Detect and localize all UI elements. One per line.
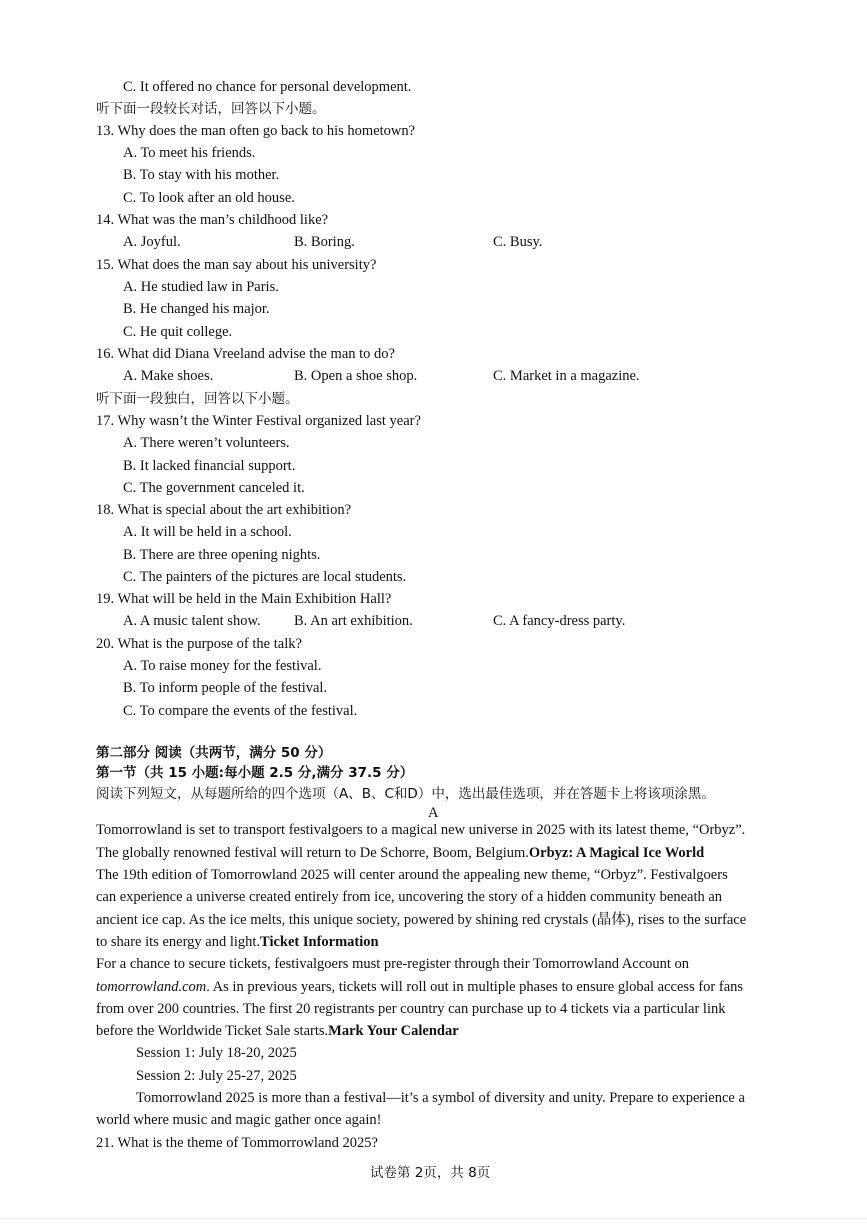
passage-letter: A bbox=[428, 805, 439, 821]
passage-line bbox=[96, 932, 379, 952]
q14-option-a: A. Joyful. bbox=[123, 234, 181, 250]
bottom-divider bbox=[0, 1218, 867, 1219]
q17-stem: 17. Why wasn’t the Winter Festival organized last year? bbox=[96, 413, 421, 429]
q18-stem: 18. What is special about the art exhibition? bbox=[96, 502, 352, 518]
q19-option-b: B. An art exhibition. bbox=[294, 613, 413, 629]
passage-line: from over 200 countries. The first 20 registrants per country can purchase up to 4 tickets via a particular link bbox=[96, 1001, 726, 1017]
section-one-title: 第一节（共 15 小题:每小题 2.5 分,满分 37.5 分） bbox=[96, 765, 414, 781]
q16-stem: 16. What did Diana Vreeland advise the man to do? bbox=[96, 346, 395, 362]
session-two: Session 2: July 25-27, 2025 bbox=[136, 1068, 297, 1084]
passage-line: ancient ice cap. As the ice melts, this unique society, powered by shining red crystals (晶体), rises to the surface bbox=[96, 912, 747, 928]
q13-option-c: C. To look after an old house. bbox=[123, 190, 295, 206]
heading-ticket-info: Ticket Information bbox=[260, 934, 379, 950]
tomorrowland-link[interactable]: tomorrowland.com bbox=[96, 979, 207, 995]
q21-stem: 21. What is the theme of Tommorrowland 2025? bbox=[96, 1135, 378, 1151]
q17-option-c: C. The government canceled it. bbox=[123, 480, 305, 496]
q13-option-b: B. To stay with his mother. bbox=[123, 167, 280, 183]
q20-option-a: A. To raise money for the festival. bbox=[123, 658, 322, 674]
q16-option-c: C. Market in a magazine. bbox=[493, 368, 640, 384]
heading-calendar: Mark Your Calendar bbox=[328, 1023, 459, 1039]
q17-option-a: A. There weren’t volunteers. bbox=[123, 435, 290, 451]
passage-line: can experience a universe created entirely from ice, uncovering the story of a hidden community beneath an bbox=[96, 889, 723, 905]
passage-line bbox=[96, 1021, 459, 1041]
q12-option-c: C. It offered no chance for personal development. bbox=[123, 79, 412, 95]
q13-stem: 13. Why does the man often go back to his hometown? bbox=[96, 123, 416, 139]
passage-line: For a chance to secure tickets, festivalgoers must pre-register through their Tomorrowland Account on bbox=[96, 956, 690, 972]
page-footer: 试卷第 2页，共 8页 bbox=[370, 1165, 491, 1181]
passage-line: Tomorrowland is set to transport festivalgoers to a magical new universe in 2025 with its latest theme, “Orbyz”. bbox=[96, 822, 746, 838]
passage-line: world where music and magic gather once again! bbox=[96, 1112, 382, 1128]
q18-option-c: C. The painters of the pictures are local students. bbox=[123, 569, 407, 585]
q14-option-b: B. Boring. bbox=[294, 234, 355, 250]
q19-stem: 19. What will be held in the Main Exhibition Hall? bbox=[96, 591, 392, 607]
q20-option-c: C. To compare the events of the festival. bbox=[123, 703, 358, 719]
session-one: Session 1: July 18-20, 2025 bbox=[136, 1045, 297, 1061]
q15-option-a: A. He studied law in Paris. bbox=[123, 279, 279, 295]
reading-instructions: 阅读下列短文，从每题所给的四个选项（A、B、C和D）中，选出最佳选项，并在答题卡上将该项涂黑。 bbox=[96, 786, 715, 802]
passage-text: The globally renowned festival will return to De Schorre, Boom, Belgium. bbox=[96, 845, 529, 861]
passage-text: before the Worldwide Ticket Sale starts. bbox=[96, 1023, 329, 1039]
q14-option-c: C. Busy. bbox=[493, 234, 543, 250]
passage-line bbox=[96, 977, 743, 997]
q18-option-b: B. There are three opening nights. bbox=[123, 547, 321, 563]
q19-option-c: C. A fancy-dress party. bbox=[493, 613, 626, 629]
q18-option-a: A. It will be held in a school. bbox=[123, 524, 292, 540]
q15-stem: 15. What does the man say about his university? bbox=[96, 257, 377, 273]
q13-option-a: A. To meet his friends. bbox=[123, 145, 256, 161]
instruction-monologue: 听下面一段独白，回答以下小题。 bbox=[96, 391, 299, 407]
part-two-title: 第二部分 阅读（共两节，满分 50 分） bbox=[96, 745, 332, 761]
q17-option-b: B. It lacked financial support. bbox=[123, 458, 296, 474]
q15-option-b: B. He changed his major. bbox=[123, 301, 270, 317]
instruction-long-dialogue: 听下面一段较长对话，回答以下小题。 bbox=[96, 101, 326, 117]
q16-option-a: A. Make shoes. bbox=[123, 368, 214, 384]
q19-option-a: A. A music talent show. bbox=[123, 613, 261, 629]
q20-stem: 20. What is the purpose of the talk? bbox=[96, 636, 302, 652]
passage-text: to share its energy and light. bbox=[96, 934, 261, 950]
passage-line: Tomorrowland 2025 is more than a festival—it’s a symbol of diversity and unity. Prepare to experience a bbox=[136, 1090, 745, 1106]
q20-option-b: B. To inform people of the festival. bbox=[123, 680, 328, 696]
q14-stem: 14. What was the man’s childhood like? bbox=[96, 212, 329, 228]
q15-option-c: C. He quit college. bbox=[123, 324, 233, 340]
passage-line bbox=[96, 843, 704, 863]
heading-orbyz: Orbyz: A Magical Ice World bbox=[528, 845, 705, 861]
passage-text: . As in previous years, tickets will roll out in multiple phases to ensure global access for fans bbox=[206, 979, 744, 995]
q16-option-b: B. Open a shoe shop. bbox=[294, 368, 418, 384]
passage-line: The 19th edition of Tomorrowland 2025 will center around the appealing new theme, “Orbyz”. Festivalgoers bbox=[96, 867, 728, 883]
